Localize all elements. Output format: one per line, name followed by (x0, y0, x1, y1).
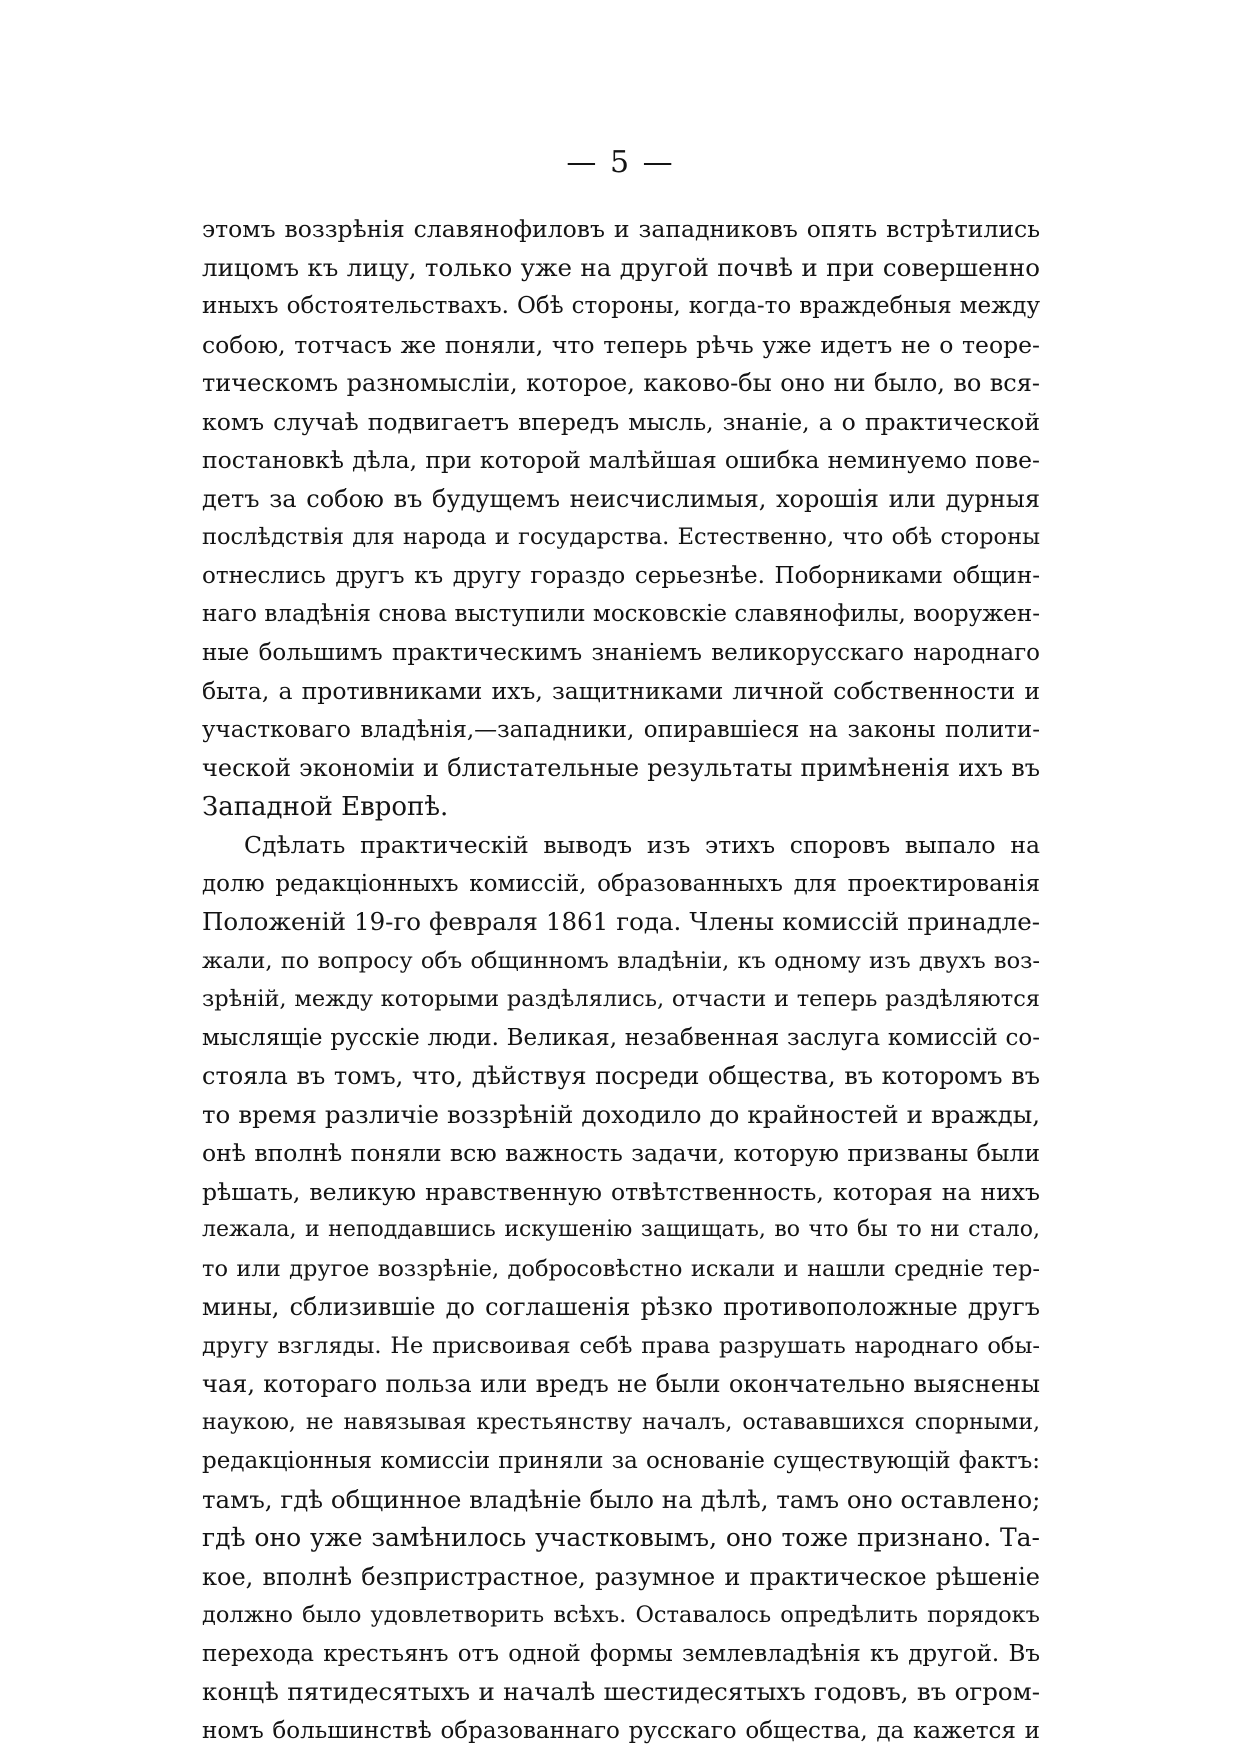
text-line: жали, по вопросу объ общинномъ владѣніи, къ одному изъ двухъ воз- (202, 947, 1040, 974)
text-line: иныхъ обстоятельствахъ. Обѣ стороны, когда-то враждебныя между (202, 293, 1040, 319)
text-line: Сдѣлать практическій выводъ изъ этихъ споровъ выпало на (244, 831, 1040, 859)
text-line: чая, котораго польза или вредъ не были окончательно выяснены (202, 1370, 1040, 1398)
text-line: рѣшать, великую нравственную отвѣтственность, которая на нихъ (202, 1177, 1040, 1206)
body-text (202, 210, 1040, 1750)
text-line: тамъ, гдѣ общинное владѣніе было на дѣлѣ, тамъ оно оставлено; (202, 1484, 1041, 1514)
text-line: этомъ воззрѣнія славянофиловъ и западниковъ опять встрѣтились (202, 215, 1040, 243)
text-line: наукою, не навязывая крестьянству началъ, остававшихся спорными, (202, 1409, 1040, 1435)
text-line: онѣ вполнѣ поняли всю важность задачи, которую призваны были (202, 1139, 1040, 1167)
text-line: наго владѣнія снова выступили московскіе славянофилы, вооружен- (202, 601, 1040, 627)
text-line: отнеслись другъ къ другу гораздо серьезнѣе. Поборниками общин- (202, 562, 1040, 589)
text-line: ческой экономіи и блистательные результаты примѣненія ихъ въ (202, 754, 1040, 782)
text-line: номъ большинствѣ образованнаго русскаго общества, да кажется и (202, 1717, 1040, 1744)
text-line: быта, а противниками ихъ, защитниками личной собственности и (202, 677, 1040, 705)
text-line: гдѣ оно уже замѣнилось участковымъ, оно тоже признано. Та- (202, 1523, 1040, 1552)
text-line: мины, сблизившіе до соглашенія рѣзко противоположные другъ (202, 1293, 1040, 1321)
text-line: комъ случаѣ подвигаетъ впередъ мысль, знаніе, а о практической (202, 407, 1040, 436)
text-line: участковаго владѣнія,—западники, опиравшіеся на законы полити- (202, 716, 1040, 743)
text-line: тическомъ разномысліи, которое, каково-бы оно ни было, во вся- (202, 369, 1040, 397)
text-line: мыслящіе русскіе люди. Великая, незабвенная заслуга комиссій со- (202, 1024, 1040, 1051)
text-line: детъ за собою въ будущемъ неисчислимыя, хорошія или дурныя (202, 484, 1040, 513)
text-line: перехода крестьянъ отъ одной формы землевладѣнія къ другой. Въ (202, 1640, 1040, 1667)
text-line: собою, тотчасъ же поняли, что теперь рѣчь уже идетъ не о теоре- (202, 330, 1040, 359)
text-line: лежала, и неподдавшись искушенію защищать, во что бы то ни стало, (202, 1217, 1040, 1242)
text-line: кое, вполнѣ безпристрастное, разумное и практическое рѣшеніе (202, 1562, 1040, 1591)
text-line: стояла въ томъ, что, дѣйствуя посреди общества, въ которомъ въ (202, 1062, 1040, 1090)
text-line: концѣ пятидесятыхъ и началѣ шестидесятыхъ годовъ, въ огром- (202, 1677, 1040, 1706)
text-line: должно было удовлетворить всѣхъ. Оставалось опредѣлить порядокъ (202, 1602, 1040, 1628)
text-line: то время различіе воззрѣній доходило до крайностей и вражды, (202, 1099, 1040, 1129)
text-line: то или другое воззрѣніе, добросовѣстно искали и нашли средніе тер- (202, 1255, 1040, 1282)
text-line: постановкѣ дѣла, при которой малѣйшая ошибка неминуемо пове- (202, 446, 1040, 474)
text-line: Положеній 19-го февраля 1861 года. Члены комиссій принадле- (202, 907, 1040, 936)
text-line: ные большимъ практическимъ знаніемъ великорусскаго народнаго (202, 639, 1040, 666)
text-line: другу взгляды. Не присвоивая себѣ права разрушать народнаго обы- (202, 1332, 1040, 1359)
text-line: Западной Европѣ. (202, 791, 449, 822)
page-number: — 5 — (566, 145, 675, 180)
text-line: редакціонныя комиссіи приняли за основаніе существующій фактъ: (202, 1448, 1040, 1474)
text-line: долю редакціонныхъ комиссій, образованныхъ для проектированія (202, 870, 1040, 897)
text-line: послѣдствія для народа и государства. Естественно, что обѣ стороны (202, 524, 1040, 550)
text-line: лицомъ къ лицу, только уже на другой почвѣ и при совершенно (202, 252, 1040, 282)
text-line: зрѣній, между которыми раздѣлялись, отчасти и теперь раздѣляются (202, 986, 1040, 1012)
